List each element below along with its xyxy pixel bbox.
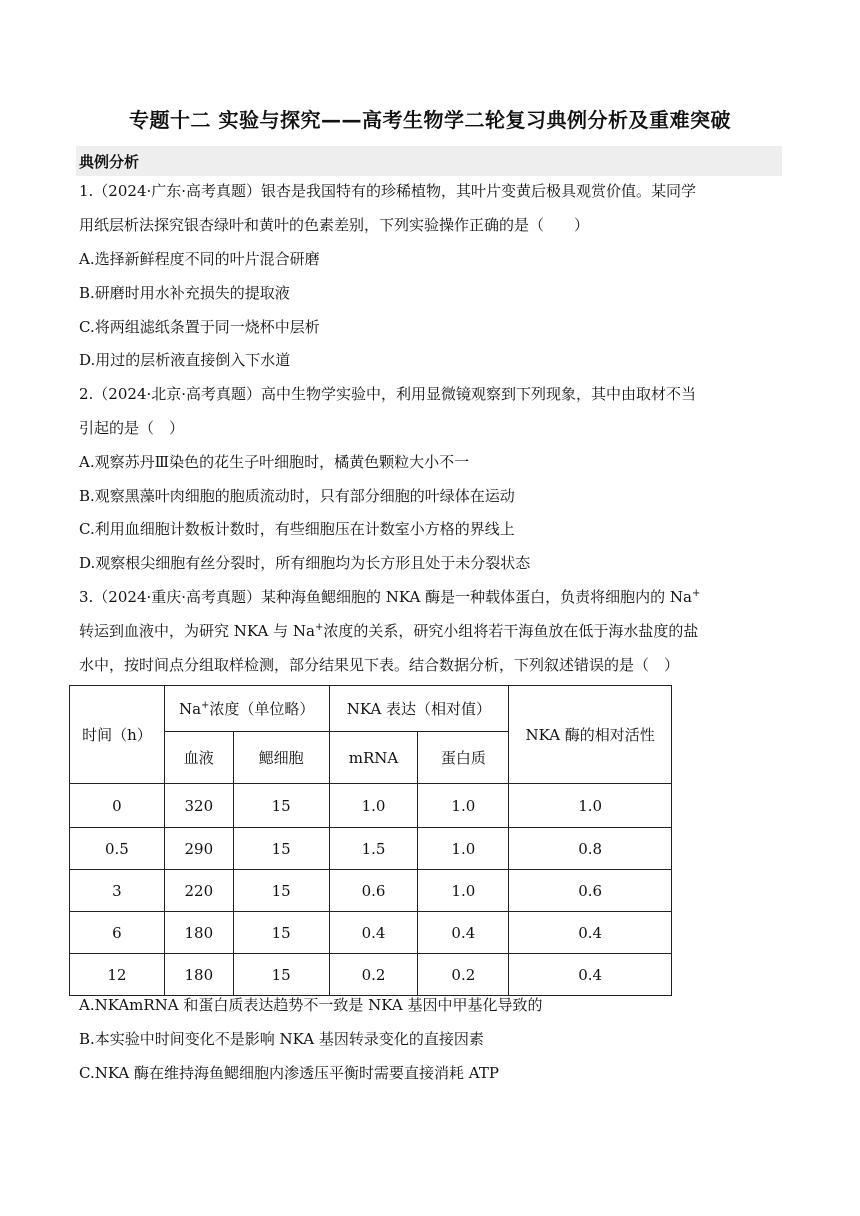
q2-stem-line-2: 引起的是（ ）: [79, 419, 185, 437]
table-cell: 3: [70, 870, 165, 912]
table-cell: 180: [164, 912, 233, 954]
header-time: 时间（h）: [70, 686, 165, 784]
header-protein: 蛋白质: [418, 732, 509, 784]
q2-option-c: C.利用血细胞计数板计数时，有些细胞压在计数室小方格的界线上: [79, 520, 515, 538]
table-cell: 15: [233, 870, 329, 912]
section-label: 典例分析: [79, 153, 140, 171]
table-row: [70, 954, 672, 996]
table-cell: 220: [164, 870, 233, 912]
plus-superscript: +: [691, 588, 701, 599]
header-nka-activity: NKA 酶的相对活性: [509, 686, 672, 784]
table-cell: 0.2: [329, 954, 418, 996]
header-gill-cell: 鳃细胞: [233, 732, 329, 784]
table-cell: 6: [70, 912, 165, 954]
table-cell: 0.2: [418, 954, 509, 996]
table-cell: 0.4: [329, 912, 418, 954]
data-table: [69, 685, 672, 996]
q1-stem-line-2: 用纸层析法探究银杏绿叶和黄叶的色素差别，下列实验操作正确的是（ ）: [79, 216, 590, 234]
q3-stem-line-1: [79, 587, 700, 607]
table-row: [70, 912, 672, 954]
table-cell: 15: [233, 954, 329, 996]
q3-option-c: C.NKA 酶在维持海鱼鳃细胞内渗透压平衡时需要直接消耗 ATP: [79, 1064, 499, 1082]
q3-stem-2b: 浓度的关系，研究小组将若干海鱼放在低于海水盐度的盐: [323, 622, 699, 640]
q3-option-b: B.本实验中时间变化不是影响 NKA 基因转录变化的直接因素: [79, 1030, 484, 1048]
table-cell: 15: [233, 828, 329, 870]
table-row: [70, 870, 672, 912]
q1-stem-line-1: 1.（2024·广东·高考真题）银杏是我国特有的珍稀植物，其叶片变黄后极具观赏价值。某同学: [79, 182, 697, 200]
table-row: [70, 784, 672, 828]
table-cell: 1.0: [329, 784, 418, 828]
q3-stem-line-3: 水中，按时间点分组取样检测，部分结果见下表。结合数据分析，下列叙述错误的是（ ）: [79, 656, 680, 674]
header-blood: 血液: [164, 732, 233, 784]
q1-option-d: D.用过的层析液直接倒入下水道: [79, 351, 291, 369]
header-mrna: mRNA: [329, 732, 418, 784]
table-row: [70, 828, 672, 870]
table-cell: 0.4: [509, 912, 672, 954]
table-cell: 15: [233, 784, 329, 828]
table-cell: 1.0: [418, 828, 509, 870]
header-na-concentration: Na+浓度（单位略）: [164, 686, 329, 732]
table-cell: 1.0: [418, 784, 509, 828]
q1-option-a: A.选择新鲜程度不同的叶片混合研磨: [79, 250, 320, 268]
table-cell: 180: [164, 954, 233, 996]
q3-option-a: A.NKAmRNA 和蛋白质表达趋势不一致是 NKA 基因中甲基化导致的: [79, 996, 543, 1014]
table-cell: 1.0: [418, 870, 509, 912]
section-header-bar: [76, 146, 782, 176]
table-cell: 1.0: [509, 784, 672, 828]
plus-superscript: +: [314, 622, 324, 633]
table-cell: 0.4: [509, 954, 672, 996]
table-cell: 320: [164, 784, 233, 828]
table-cell: 0.8: [509, 828, 672, 870]
table-cell: 15: [233, 912, 329, 954]
table-cell: 290: [164, 828, 233, 870]
table-cell: 0.6: [509, 870, 672, 912]
q2-option-b: B.观察黑藻叶肉细胞的胞质流动时，只有部分细胞的叶绿体在运动: [79, 487, 515, 505]
q1-option-b: B.研磨时用水补充损失的提取液: [79, 284, 290, 302]
q1-option-c: C.将两组滤纸条置于同一烧杯中层析: [79, 318, 320, 336]
q3-stem-line-2: [79, 621, 698, 641]
table-cell: 12: [70, 954, 165, 996]
q3-stem-2a: 转运到血液中，为研究 NKA 与 Na: [79, 622, 315, 640]
table-cell: 0.6: [329, 870, 418, 912]
table-cell: 1.5: [329, 828, 418, 870]
q3-stem-1a: 3.（2024·重庆·高考真题）某种海鱼鳃细胞的 NKA 酶是一种载体蛋白，负责将细胞内的 Na: [79, 588, 692, 606]
header-nka-expression: NKA 表达（相对值）: [329, 686, 509, 732]
q2-option-d: D.观察根尖细胞有丝分裂时，所有细胞均为长方形且处于未分裂状态: [79, 554, 531, 572]
q2-option-a: A.观察苏丹Ⅲ染色的花生子叶细胞时，橘黄色颗粒大小不一: [79, 453, 470, 471]
table-cell: 0: [70, 784, 165, 828]
table-cell: 0.5: [70, 828, 165, 870]
q2-stem-line-1: 2.（2024·北京·高考真题）高中生物学实验中，利用显微镜观察到下列现象，其中由取材不当: [79, 385, 697, 403]
table-cell: 0.4: [418, 912, 509, 954]
page-title: 专题十二 实验与探究——高考生物学二轮复习典例分析及重难突破: [129, 108, 731, 132]
